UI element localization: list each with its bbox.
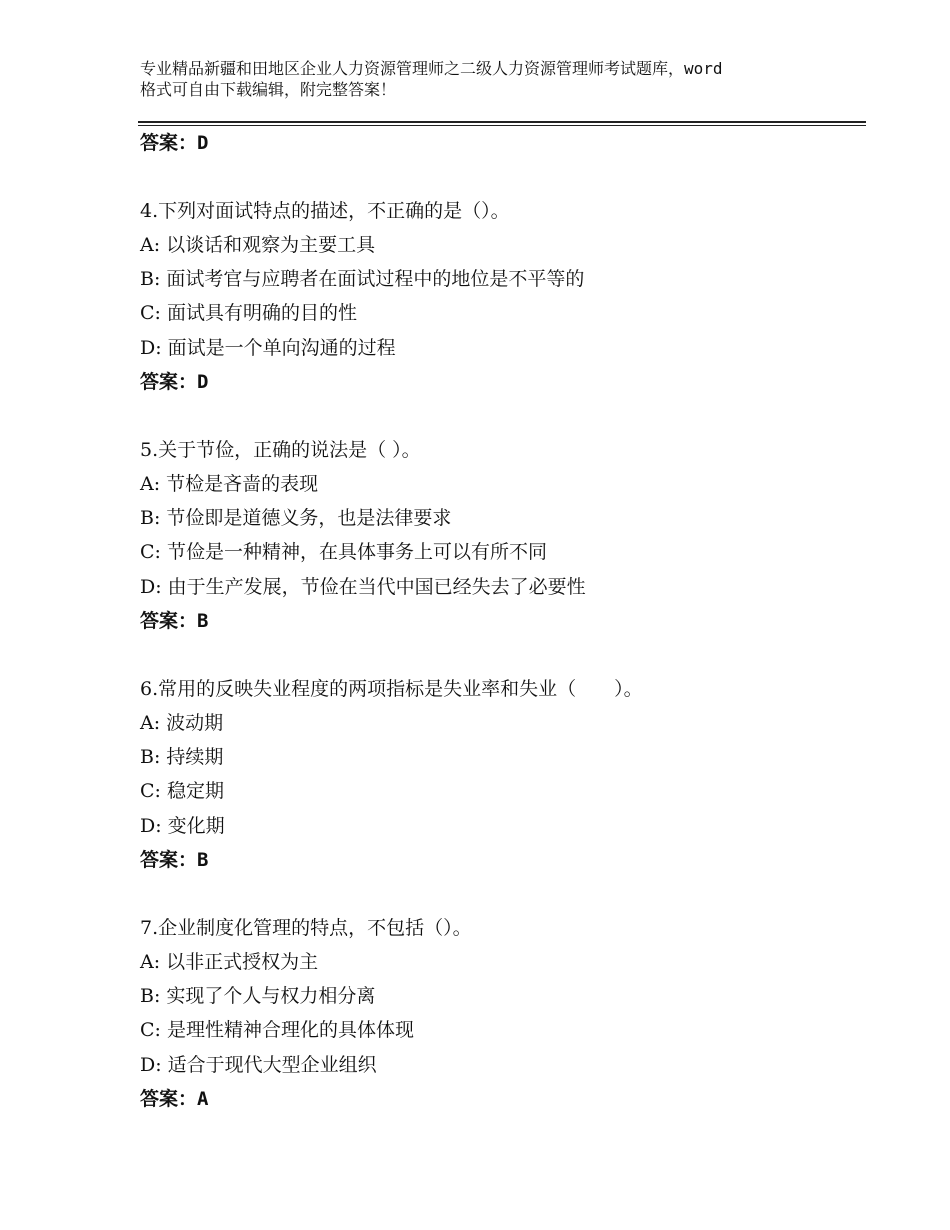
answer-value: B bbox=[197, 849, 209, 871]
option-b: B: 持续期 bbox=[140, 746, 224, 768]
header-line-1: 专业精品新疆和田地区企业人力资源管理师之二级人力资源管理师考试题库，word bbox=[140, 59, 723, 78]
answer-value: D bbox=[197, 132, 209, 154]
answer-label: 答案： bbox=[140, 610, 198, 632]
question-answer bbox=[140, 848, 208, 872]
document-header bbox=[140, 58, 840, 100]
option-b: B: 节俭即是道德义务，也是法律要求 bbox=[140, 507, 452, 529]
option-c: C: 节俭是一种精神，在具体事务上可以有所不同 bbox=[140, 541, 547, 563]
answer-value: A bbox=[197, 1088, 209, 1110]
option-d: D: 变化期 bbox=[140, 815, 225, 837]
option-d: D: 由于生产发展，节俭在当代中国已经失去了必要性 bbox=[140, 576, 586, 598]
option-c: C: 稳定期 bbox=[140, 780, 224, 802]
question-answer bbox=[140, 370, 208, 394]
question-stem: 4.下列对面试特点的描述，不正确的是（）。 bbox=[140, 200, 510, 222]
question-stem: 7.企业制度化管理的特点，不包括（）。 bbox=[140, 917, 472, 939]
header-divider-thin bbox=[138, 125, 866, 126]
option-a: A: 节检是吝啬的表现 bbox=[140, 473, 319, 495]
answer-label: 答案： bbox=[140, 371, 198, 393]
previous-answer bbox=[140, 131, 208, 155]
question-answer bbox=[140, 609, 208, 633]
option-a: A: 以非正式授权为主 bbox=[140, 951, 319, 973]
question-stem: 6.常用的反映失业程度的两项指标是失业率和失业（ ）。 bbox=[140, 678, 643, 700]
header-divider bbox=[138, 121, 866, 126]
option-a: A: 波动期 bbox=[140, 712, 224, 734]
header-divider-thick bbox=[138, 121, 866, 123]
option-c: C: 是理性精神合理化的具体体现 bbox=[140, 1019, 414, 1041]
option-b: B: 实现了个人与权力相分离 bbox=[140, 985, 376, 1007]
option-b: B: 面试考官与应聘者在面试过程中的地位是不平等的 bbox=[140, 268, 585, 290]
header-line-2: 格式可自由下载编辑，附完整答案！ bbox=[140, 80, 397, 99]
answer-value: D bbox=[197, 371, 209, 393]
option-a: A: 以谈话和观察为主要工具 bbox=[140, 234, 376, 256]
answer-label: 答案： bbox=[140, 849, 198, 871]
option-d: D: 适合于现代大型企业组织 bbox=[140, 1054, 377, 1076]
answer-label: 答案： bbox=[140, 1088, 198, 1110]
question-answer bbox=[140, 1087, 208, 1111]
answer-value: B bbox=[197, 610, 209, 632]
question-stem: 5.关于节俭，正确的说法是（ ）。 bbox=[140, 439, 421, 461]
answer-label: 答案： bbox=[140, 132, 198, 154]
option-d: D: 面试是一个单向沟通的过程 bbox=[140, 337, 396, 359]
option-c: C: 面试具有明确的目的性 bbox=[140, 302, 357, 324]
